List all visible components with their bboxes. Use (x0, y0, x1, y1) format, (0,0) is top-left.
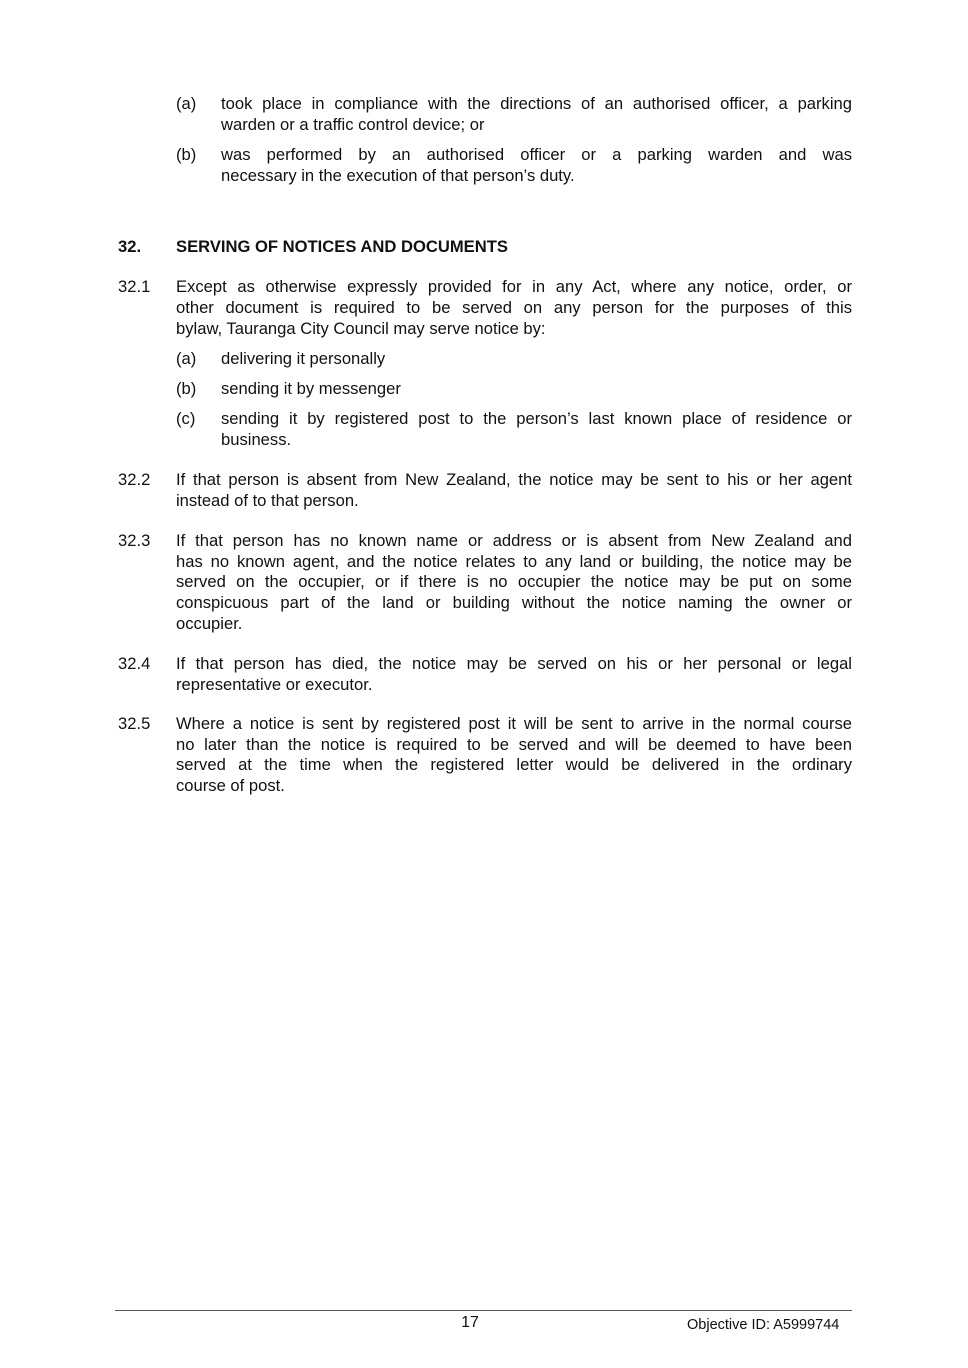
clause-number: 32.1 (118, 277, 151, 296)
clause-text: served on the occupier, or if there is no occupier the notice may be put on some (176, 572, 852, 591)
objective-id: Objective ID: A5999744 (687, 1317, 840, 1333)
list-label: (b) (176, 145, 197, 164)
clause-number: 32.4 (118, 654, 151, 673)
clause-text: If that person has died, the notice may be served on his or her personal or legal (176, 654, 852, 673)
clause-text: served at the time when the registered letter would be delivered in the ordinary (176, 755, 852, 774)
clause-text: instead of to that person. (176, 491, 359, 510)
list-item-text: warden or a traffic control device; or (221, 115, 485, 134)
list-label: (b) (176, 379, 197, 398)
footer-divider (115, 1310, 852, 1311)
list-item-text: business. (221, 430, 292, 449)
clause-text: has no known agent, and the notice relates to any land or building, the notice may be (176, 552, 852, 571)
clause-text: other document is required to be served on any person for the purposes of this (176, 298, 852, 317)
clause-text: If that person is absent from New Zealand, the notice may be sent to his or her agent (176, 470, 852, 489)
clause-text: no later than the notice is required to be served and will be deemed to have been (176, 735, 852, 754)
list-item-text: necessary in the execution of that person’s duty. (221, 166, 575, 185)
clause-text: occupier. (176, 614, 243, 633)
page-number: 17 (461, 1314, 479, 1331)
list-item-text: sending it by registered post to the person’s last known place of residence or (221, 409, 852, 428)
list-label: (c) (176, 409, 196, 428)
clause-text: representative or executor. (176, 675, 373, 694)
clause-number: 32.2 (118, 470, 151, 489)
list-item-text: delivering it personally (221, 349, 386, 368)
list-item-text: took place in compliance with the directions of an authorised officer, a parking (221, 94, 852, 113)
clause-text: If that person has no known name or address or is absent from New Zealand and (176, 531, 852, 550)
clause-text: Except as otherwise expressly provided for in any Act, where any notice, order, or (176, 277, 852, 296)
clause-text: conspicuous part of the land or building without the notice naming the owner or (176, 593, 852, 612)
list-label: (a) (176, 94, 197, 113)
clause-number: 32.3 (118, 531, 151, 550)
clause-text: bylaw, Tauranga City Council may serve notice by: (176, 319, 546, 338)
section-number: 32. (118, 237, 142, 256)
list-item-text: was performed by an authorised officer or a parking warden and was (221, 145, 852, 164)
clause-number: 32.5 (118, 714, 151, 733)
clause-text: course of post. (176, 776, 285, 795)
section-title: SERVING OF NOTICES AND DOCUMENTS (176, 237, 508, 256)
list-item-text: sending it by messenger (221, 379, 401, 398)
clause-text: Where a notice is sent by registered post it will be sent to arrive in the normal course (176, 714, 852, 733)
list-label: (a) (176, 349, 197, 368)
